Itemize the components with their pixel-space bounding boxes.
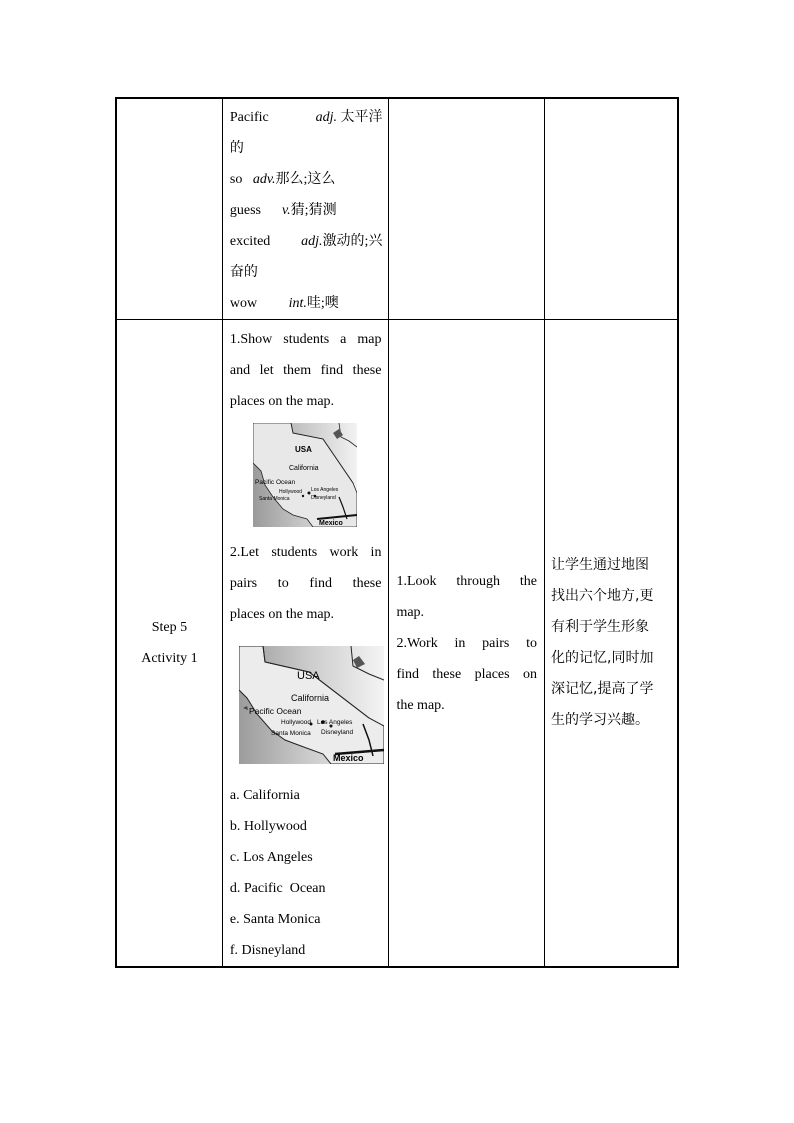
list-item: f. Disneyland	[229, 943, 306, 958]
vocab-item	[230, 102, 383, 133]
list-item: c. Los Angeles	[229, 850, 313, 865]
california-map-large	[239, 646, 384, 764]
vocab-pos: adj.	[301, 234, 323, 249]
vocab-word: so	[229, 172, 243, 187]
step-cell-empty	[116, 98, 222, 320]
vocab-meaning-cont: 的	[229, 141, 244, 156]
teacher-step-line: places on the map.	[229, 394, 335, 409]
vocab-pos: adj.	[315, 110, 337, 125]
vocab-word: Pacific	[229, 110, 269, 125]
vocab-meaning-cont: 奋的	[229, 265, 258, 280]
vocab-meaning: 激动的;兴	[322, 234, 383, 249]
teacher-step-line: and let them find these	[229, 363, 382, 378]
table-row	[116, 320, 678, 968]
map-label-mexico: Mexico	[318, 520, 343, 527]
purpose-line: 让学生通过地图	[551, 557, 649, 573]
map-label-disneyland: Disneyland	[320, 729, 354, 736]
list-item: d. Pacific Ocean	[229, 881, 326, 896]
purpose-line: 找出六个地方,更	[551, 588, 654, 604]
vocab-word: excited	[229, 234, 271, 249]
student-step-line: map.	[396, 604, 425, 620]
student-step-line: find these places on	[396, 666, 537, 682]
activity-label: Activity 1	[141, 651, 198, 666]
teacher-activity-cell	[222, 320, 389, 968]
vocab-item	[230, 164, 383, 195]
list-item: b. Hollywood	[229, 819, 307, 834]
student-step-line: 1.Look through the	[396, 573, 537, 589]
step-label: Step 5	[151, 620, 188, 635]
map-label-california: California	[288, 465, 319, 472]
map-label-hollywood: Hollywood	[280, 719, 311, 726]
california-map-small	[253, 423, 357, 527]
vocab-meaning: 猜;猜测	[290, 203, 337, 218]
vocab-item	[230, 195, 383, 226]
purpose-line: 生的学习兴趣。	[551, 712, 649, 728]
teacher-step-line: places on the map.	[229, 607, 335, 622]
student-step-line: the map.	[396, 697, 445, 713]
student-activity-cell-empty	[389, 98, 545, 320]
vocab-meaning: 那么;这么	[275, 172, 336, 187]
vocab-pos: int.	[288, 296, 307, 311]
map-label-santa-monica: Santa Monica	[258, 496, 290, 502]
map-label-los-angeles: Los Angeles	[310, 487, 339, 493]
vocab-meaning: 哇;噢	[306, 296, 339, 311]
vocab-item	[230, 288, 383, 319]
purpose-line: 化的记忆,同时加	[551, 650, 654, 666]
place-options-list	[230, 780, 382, 966]
purpose-line: 深记忆,提高了学	[551, 681, 654, 697]
vocab-item	[230, 226, 383, 257]
teacher-step-line: 1.Show students a map	[229, 332, 382, 347]
step-cell	[116, 320, 222, 968]
teacher-step-line: pairs to find these	[229, 576, 382, 591]
teacher-step-line: 2.Let students work in	[229, 545, 382, 560]
map-label-santa-monica: Santa Monica	[270, 730, 311, 737]
map-label-pacific-ocean: Pacific Ocean	[248, 706, 302, 716]
map-label-pacific-ocean: Pacific Ocean	[254, 479, 295, 486]
list-item: a. California	[229, 788, 300, 803]
list-item: e. Santa Monica	[229, 912, 321, 927]
vocab-meaning: 太平洋	[340, 110, 383, 125]
map-label-usa: USA	[294, 445, 312, 454]
purpose-cell	[545, 320, 679, 968]
student-step-line: 2.Work in pairs to	[396, 635, 537, 651]
lesson-plan-table	[115, 97, 679, 968]
map-label-hollywood: Hollywood	[278, 489, 302, 495]
vocab-word: guess	[229, 203, 261, 218]
map-label-mexico: Mexico	[332, 753, 364, 763]
purpose-line: 有利于学生形象	[551, 619, 649, 635]
map-label-disneyland: Disneyland	[310, 495, 336, 501]
map-label-usa: USA	[296, 670, 320, 682]
map-label-los-angeles: Los Angeles	[316, 719, 353, 726]
purpose-cell-empty	[545, 98, 679, 320]
map-label-california: California	[290, 693, 329, 703]
vocab-pos: v.	[282, 203, 291, 218]
table-row	[116, 98, 678, 320]
vocabulary-cell	[222, 98, 389, 320]
student-activity-cell	[389, 320, 545, 968]
vocab-word: wow	[229, 296, 258, 311]
vocab-pos: adv.	[252, 172, 276, 187]
